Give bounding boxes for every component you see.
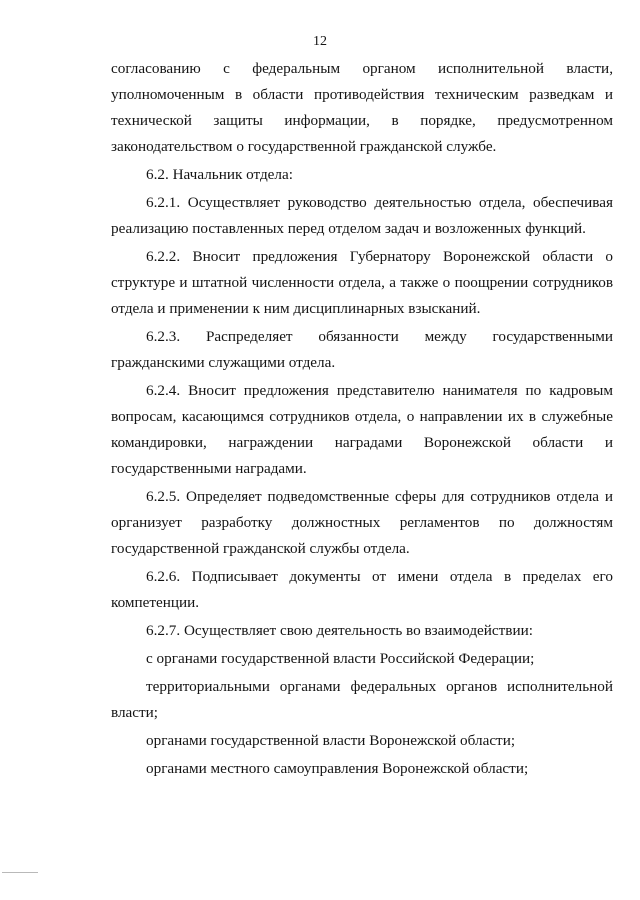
paragraph-6-2-1: 6.2.1. Осуществляет руководство деятельностью отдела, обеспечивая реализацию поставленных перед отделом задач и возложенных функций.: [111, 194, 613, 237]
paragraph-6-2-6: 6.2.6. Подписывает документы от имени отдела в пределах его компетенции.: [111, 568, 613, 611]
paragraph-6-2: 6.2. Начальник отдела:: [146, 166, 293, 183]
scan-edge-mark: [2, 872, 38, 873]
paragraph-6-2-4: 6.2.4. Вносит предложения представителю нанимателя по кадровым вопросам, касающимся сотрудников отдела, о направлении их в служебные командировки, награждении наградами Воронежской области и государственными наградами.: [111, 382, 613, 477]
page-number: 12: [313, 34, 327, 49]
list-item-local-government: органами местного самоуправления Воронежской области;: [146, 760, 529, 777]
paragraph-6-2-2: 6.2.2. Вносит предложения Губернатору Воронежской области о структуре и штатной численности отдела, а также о поощрении сотрудников отдела и применении к ним дисциплинарных взысканий.: [111, 248, 613, 317]
list-item-territorial-bodies: территориальными органами федеральных органов исполнительной власти;: [111, 678, 613, 721]
paragraph-6-2-3: 6.2.3. Распределяет обязанности между государственными гражданскими служащими отдела.: [111, 328, 613, 371]
paragraph-6-2-5: 6.2.5. Определяет подведомственные сферы для сотрудников отдела и организует разработку должностных регламентов по должностям государственной гражданской службы отдела.: [111, 488, 613, 557]
paragraph-continuation: согласованию с федеральным органом исполнительной власти, уполномоченным в области противодействия техническим разведкам и технической защиты информации, в порядке, предусмотренном законодательством о государственной гражданской службе.: [111, 60, 613, 155]
document-body: [111, 56, 613, 782]
list-item-regional-authorities: органами государственной власти Воронежской области;: [146, 732, 516, 749]
paragraph-6-2-7: 6.2.7. Осуществляет свою деятельность во взаимодействии:: [146, 622, 533, 639]
list-item-federal-authorities: с органами государственной власти Российской Федерации;: [146, 650, 535, 667]
